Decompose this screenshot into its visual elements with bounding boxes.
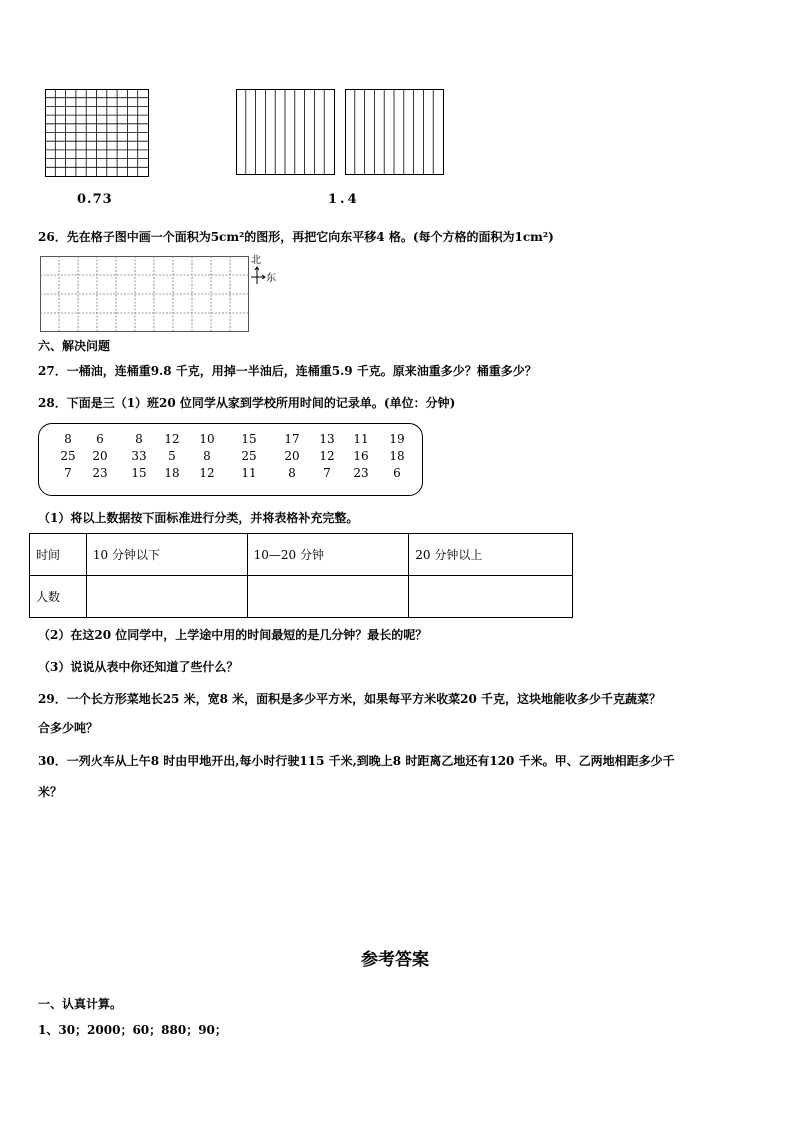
record-value: 10 <box>199 432 215 446</box>
record-value: 7 <box>323 466 331 480</box>
record-value: 5 <box>168 449 176 463</box>
question-29-line-1: 29．一个长方形菜地长25 米，宽8 米，面积是多少平方米，如果每平方米收菜20 千克，这块地能收多少千克蔬菜？ <box>38 692 661 706</box>
question-28-part-3: （3）说说从表中你还知道了些什么？ <box>38 660 239 674</box>
record-value: 8 <box>288 466 296 480</box>
answer-cell-over-20[interactable] <box>409 576 573 618</box>
hundred-grid-figure <box>45 89 149 177</box>
header-over-20: 20 分钟以上 <box>409 534 573 576</box>
header-10-20: 10—20 分钟 <box>247 534 409 576</box>
record-value: 18 <box>164 466 180 480</box>
row-label-count: 人数 <box>30 576 87 618</box>
table-count-row <box>30 576 573 618</box>
record-value: 23 <box>92 466 108 480</box>
record-sheet <box>38 423 423 496</box>
record-value: 16 <box>353 449 369 463</box>
answer-1: 1、30；2000；60；880；90； <box>38 1023 227 1037</box>
record-value: 13 <box>319 432 335 446</box>
question-30-line-2: 米？ <box>38 785 63 799</box>
north-label: 北 <box>251 255 261 266</box>
header-time: 时间 <box>30 534 87 576</box>
compass <box>251 256 281 292</box>
table-header-row <box>30 534 573 576</box>
record-value: 11 <box>353 432 369 446</box>
section-6-heading: 六、解决问题 <box>38 339 111 353</box>
question-28-part-1: （1）将以上数据按下面标准进行分类，并将表格补充完整。 <box>38 511 359 525</box>
record-value: 8 <box>135 432 143 446</box>
compass-arrows-icon <box>251 266 267 286</box>
record-value: 33 <box>131 449 147 463</box>
question-30-line-1: 30．一列火车从上午8 时由甲地开出,每小时行驶115 千米,到晚上8 时距离乙地还有120 千米。甲、乙两地相距多少千 <box>38 754 675 768</box>
record-value: 6 <box>393 466 401 480</box>
record-value: 20 <box>284 449 300 463</box>
question-28-part-2: （2）在这20 位同学中，上学途中用的时间最短的是几分钟？最长的呢？ <box>38 628 428 642</box>
answer-cell-10-20[interactable] <box>247 576 409 618</box>
record-value: 15 <box>131 466 147 480</box>
label-1-4: 1.4 <box>328 192 360 207</box>
question-27: 27．一桶油，连桶重9.8 千克，用掉一半油后，连桶重5.9 千克。原来油重多少？桶重多少？ <box>38 364 537 378</box>
record-value: 12 <box>164 432 180 446</box>
record-value: 11 <box>241 466 257 480</box>
stripe-figure-left <box>236 89 335 175</box>
classification-table <box>29 533 573 618</box>
record-value: 6 <box>96 432 104 446</box>
record-value: 12 <box>199 466 215 480</box>
record-value: 18 <box>389 449 405 463</box>
record-value: 17 <box>284 432 300 446</box>
record-value: 19 <box>389 432 405 446</box>
record-value: 8 <box>64 432 72 446</box>
record-value: 15 <box>241 432 257 446</box>
record-value: 20 <box>92 449 108 463</box>
answers-title: 参考答案 <box>361 950 429 970</box>
question-26: 26．先在格子图中画一个面积为5cm²的图形，再把它向东平移4 格。(每个方格的面积为1cm²) <box>38 230 554 244</box>
label-0-73: 0.73 <box>77 192 113 207</box>
answer-cell-under-10[interactable] <box>86 576 247 618</box>
record-value: 23 <box>353 466 369 480</box>
stripe-figure-right <box>345 89 444 175</box>
record-value: 12 <box>319 449 335 463</box>
record-value: 7 <box>64 466 72 480</box>
answers-section-1: 一、认真计算。 <box>38 997 123 1011</box>
record-value: 25 <box>60 449 76 463</box>
record-value: 25 <box>241 449 257 463</box>
square-grid <box>40 256 250 332</box>
east-label: 东 <box>266 273 276 284</box>
question-29-line-2: 合多少吨？ <box>38 721 99 735</box>
question-28: 28．下面是三（1）班20 位同学从家到学校所用时间的记录单。(单位：分钟) <box>38 396 456 410</box>
record-value: 8 <box>203 449 211 463</box>
header-under-10: 10 分钟以下 <box>86 534 247 576</box>
